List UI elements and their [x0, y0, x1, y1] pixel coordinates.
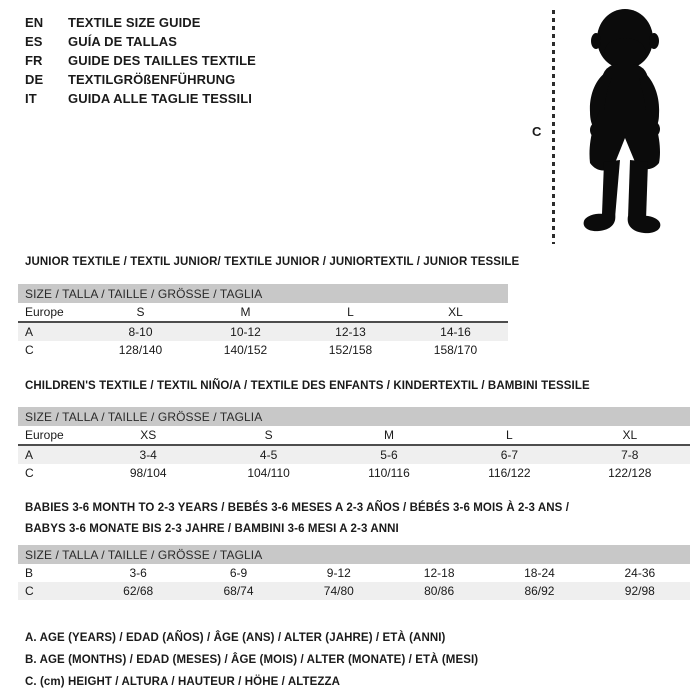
language-row-de	[25, 70, 256, 89]
footnotes	[25, 627, 478, 693]
row-label: Europe	[18, 303, 88, 322]
language-code: IT	[25, 91, 37, 106]
cell: 122/128	[608, 466, 652, 480]
footnote-age-years: A. AGE (YEARS) / EDAD (AÑOS) / ÂGE (ANS) / ALTER (JAHRE) / ETÀ (ANNI)	[25, 632, 446, 644]
language-row-fr	[25, 51, 256, 70]
table-row-height	[18, 341, 508, 359]
row-label: C	[25, 343, 34, 357]
row-label: A	[18, 322, 88, 341]
babies-textile-table	[18, 545, 690, 600]
table-row-age	[18, 445, 690, 464]
footnote-height: C. (cm) HEIGHT / ALTURA / HAUTEUR / HÖHE / ALTEZZA	[25, 676, 341, 688]
cell: 12-13	[298, 322, 403, 341]
language-row-es	[25, 32, 256, 51]
size-header-row	[18, 284, 508, 303]
table-row-europe	[18, 426, 690, 445]
cell: 14-16	[403, 322, 508, 341]
childrens-textile-title: CHILDREN'S TEXTILE / TEXTIL NIÑO/A / TEXTILE DES ENFANTS / KINDERTEXTIL / BAMBINI TESSILE	[25, 380, 590, 392]
language-code: FR	[25, 53, 43, 68]
language-title: TEXTILGRÖßENFÜHRUNG	[68, 72, 236, 87]
language-title: GUIDE DES TAILLES TEXTILE	[68, 53, 256, 68]
cell: 80/86	[389, 582, 489, 600]
height-measure-label: C	[532, 124, 542, 139]
cell: 98/104	[129, 466, 167, 480]
language-title-list	[25, 13, 256, 108]
cell: 7-8	[570, 445, 690, 464]
language-row-en	[25, 13, 256, 32]
cell: 62/68	[88, 582, 188, 600]
babies-title-line-2: BABYS 3-6 MONATE BIS 2-3 JAHRE / BAMBINI 3-6 MESI A 2-3 ANNI	[25, 523, 399, 535]
cell: 3-4	[88, 445, 208, 464]
cell: 110/116	[368, 466, 410, 480]
junior-textile-title: JUNIOR TEXTILE / TEXTIL JUNIOR/ TEXTILE JUNIOR / JUNIORTEXTIL / JUNIOR TESSILE	[25, 256, 520, 268]
row-label: Europe	[18, 426, 88, 445]
language-row-it	[25, 89, 256, 108]
cell: 5-6	[329, 445, 449, 464]
table-row-europe	[18, 303, 508, 322]
table-row-height	[18, 464, 690, 482]
baby-silhouette-icon	[562, 8, 684, 246]
row-label: C	[25, 466, 34, 480]
cell: 24-36	[624, 566, 656, 580]
size-header-label: SIZE / TALLA / TAILLE / GRÖSSE / TAGLIA	[18, 545, 690, 564]
cell: S	[208, 426, 328, 445]
language-code: ES	[25, 34, 43, 49]
cell: XL	[570, 426, 690, 445]
cell: 128/140	[118, 343, 163, 357]
cell: S	[88, 303, 193, 322]
size-header-label: SIZE / TALLA / TAILLE / GRÖSSE / TAGLIA	[18, 407, 690, 426]
cell: 6-7	[449, 445, 569, 464]
cell: 3-6	[129, 566, 147, 580]
language-title: TEXTILE SIZE GUIDE	[68, 15, 201, 30]
babies-title-line-1: BABIES 3-6 MONTH TO 2-3 YEARS / BEBÉS 3-6 MESES A 2-3 AÑOS / BÉBÉS 3-6 MOIS À 2-3 ANS /	[25, 502, 569, 514]
cell: 104/110	[247, 466, 290, 480]
row-label: A	[18, 445, 88, 464]
cell: 74/80	[289, 582, 389, 600]
cell: 9-12	[326, 566, 351, 580]
table-row-age	[18, 322, 508, 341]
height-measure-dashed-line	[552, 10, 555, 244]
cell: XS	[88, 426, 208, 445]
table-row-height	[18, 582, 690, 600]
cell: 92/98	[590, 582, 690, 600]
row-label: B	[25, 566, 34, 580]
cell: 6-9	[229, 566, 248, 580]
size-header-row	[18, 407, 690, 426]
cell: M	[193, 303, 298, 322]
table-row-age-months	[18, 564, 690, 582]
cell: 18-24	[524, 566, 555, 580]
cell: 68/74	[188, 582, 288, 600]
cell: 12-18	[423, 566, 455, 580]
language-title: GUIDA ALLE TAGLIE TESSILI	[68, 91, 253, 106]
babies-textile-title	[25, 498, 685, 540]
cell: 4-5	[208, 445, 328, 464]
cell: 158/170	[433, 343, 478, 357]
cell: 8-10	[88, 322, 193, 341]
language-code: EN	[25, 15, 44, 30]
size-header-label: SIZE / TALLA / TAILLE / GRÖSSE / TAGLIA	[18, 284, 508, 303]
cell: L	[449, 426, 569, 445]
size-header-row	[18, 545, 690, 564]
cell: M	[329, 426, 449, 445]
cell: XL	[403, 303, 508, 322]
cell: 140/152	[223, 343, 268, 357]
language-code: DE	[25, 72, 44, 87]
cell: 86/92	[489, 582, 589, 600]
cell: L	[298, 303, 403, 322]
cell: 116/122	[488, 466, 531, 480]
row-label: C	[18, 582, 88, 600]
childrens-textile-table	[18, 407, 690, 482]
language-title: GUÍA DE TALLAS	[68, 34, 178, 49]
cell: 10-12	[193, 322, 298, 341]
junior-textile-table	[18, 284, 508, 359]
cell: 152/158	[328, 343, 373, 357]
footnote-age-months: B. AGE (MONTHS) / EDAD (MESES) / ÂGE (MOIS) / ALTER (MONATE) / ETÀ (MESI)	[25, 654, 479, 666]
